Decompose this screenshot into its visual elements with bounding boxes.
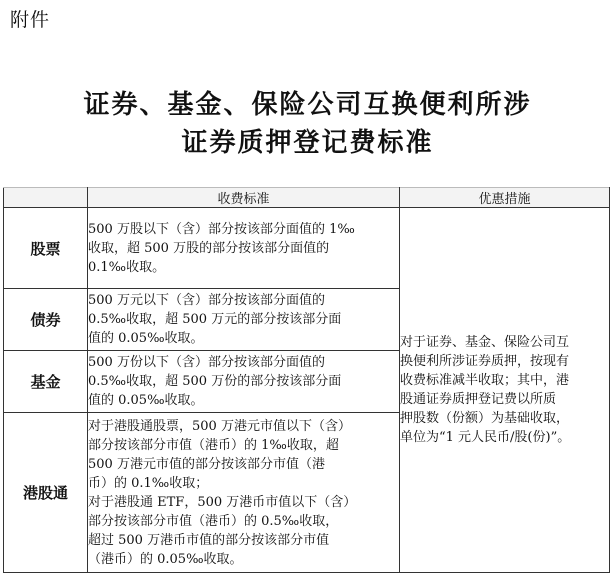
fee-bond-line: 值的 0.05‰收取。 (88, 331, 204, 346)
fee-stock-line: 收取，超 500 万股的部分按该部分面值的 (88, 240, 330, 256)
fee-fund-line: 500 万份以下（含）部分按该部分面值的 (88, 355, 325, 370)
fee-fund (88, 351, 400, 413)
discount-line: 收费标准减半收取；其中，港 (400, 373, 570, 388)
fee-hk-connect (88, 413, 400, 573)
fee-hk-line: 超过 500 万港币市值的部分按该部分市值 (88, 532, 330, 548)
header-fee-standard: 收费标准 (88, 188, 400, 208)
fee-stock-line: 0.1‰收取。 (88, 259, 166, 275)
fee-hk-line: 对于港股通股票，500 万港元市值以下（含） (88, 418, 351, 434)
fee-bond-line: 0.5‰收取，超 500 万元的部分按该部分面 (88, 312, 342, 327)
fee-bond (88, 289, 400, 351)
fee-hk-line: （港币）的 0.05‰收取。 (88, 551, 243, 567)
fee-fund-line: 0.5‰收取，超 500 万份的部分按该部分面 (88, 374, 342, 389)
fee-standard-table (3, 187, 610, 573)
discount-line: 单位为“1 元人民币/股(份)”。 (400, 430, 571, 445)
document-title-line-2: 证券质押登记费标准 (181, 128, 434, 158)
discount-line: 股通证券质押登记费以所质 (400, 392, 557, 407)
document-title-line-1: 证券、基金、保险公司互换便利所涉 (83, 90, 532, 120)
category-stock: 股票 (4, 208, 88, 289)
category-bond: 债券 (4, 289, 88, 351)
discount-measures (400, 208, 610, 573)
fee-hk-line: 对于港股通 ETF，500 万港币市值以下（含） (88, 494, 357, 510)
category-hk-connect: 港股通 (4, 413, 88, 573)
fee-hk-line: 部分按该部分市值（港币）的 0.5‰收取， (88, 513, 339, 529)
fee-hk-line: 500 万港元市值的部分按该部分市值（港 (88, 456, 325, 472)
attachment-label: 附件 (10, 9, 51, 31)
fee-stock (88, 208, 400, 289)
fee-stock-line: 500 万股以下（含）部分按该部分面值的 1‰ (88, 221, 355, 237)
discount-line: 押股数（份额）为基础收取， (400, 411, 570, 426)
discount-line: 对于证券、基金、保险公司互 (400, 335, 570, 350)
header-discount: 优惠措施 (400, 188, 610, 208)
header-category (4, 188, 88, 208)
table-row-stock (4, 208, 610, 289)
category-fund: 基金 (4, 351, 88, 413)
fee-bond-line: 500 万元以下（含）部分按该部分面值的 (88, 293, 325, 308)
table-header-row (4, 188, 610, 208)
discount-line: 换便利所涉证券质押，按现有 (400, 354, 570, 369)
fee-fund-line: 值的 0.05‰收取。 (88, 393, 204, 408)
fee-hk-line: 币）的 0.1‰收取； (88, 475, 209, 491)
fee-hk-line: 部分按该部分市值（港币）的 1‰收取，超 (88, 437, 339, 453)
